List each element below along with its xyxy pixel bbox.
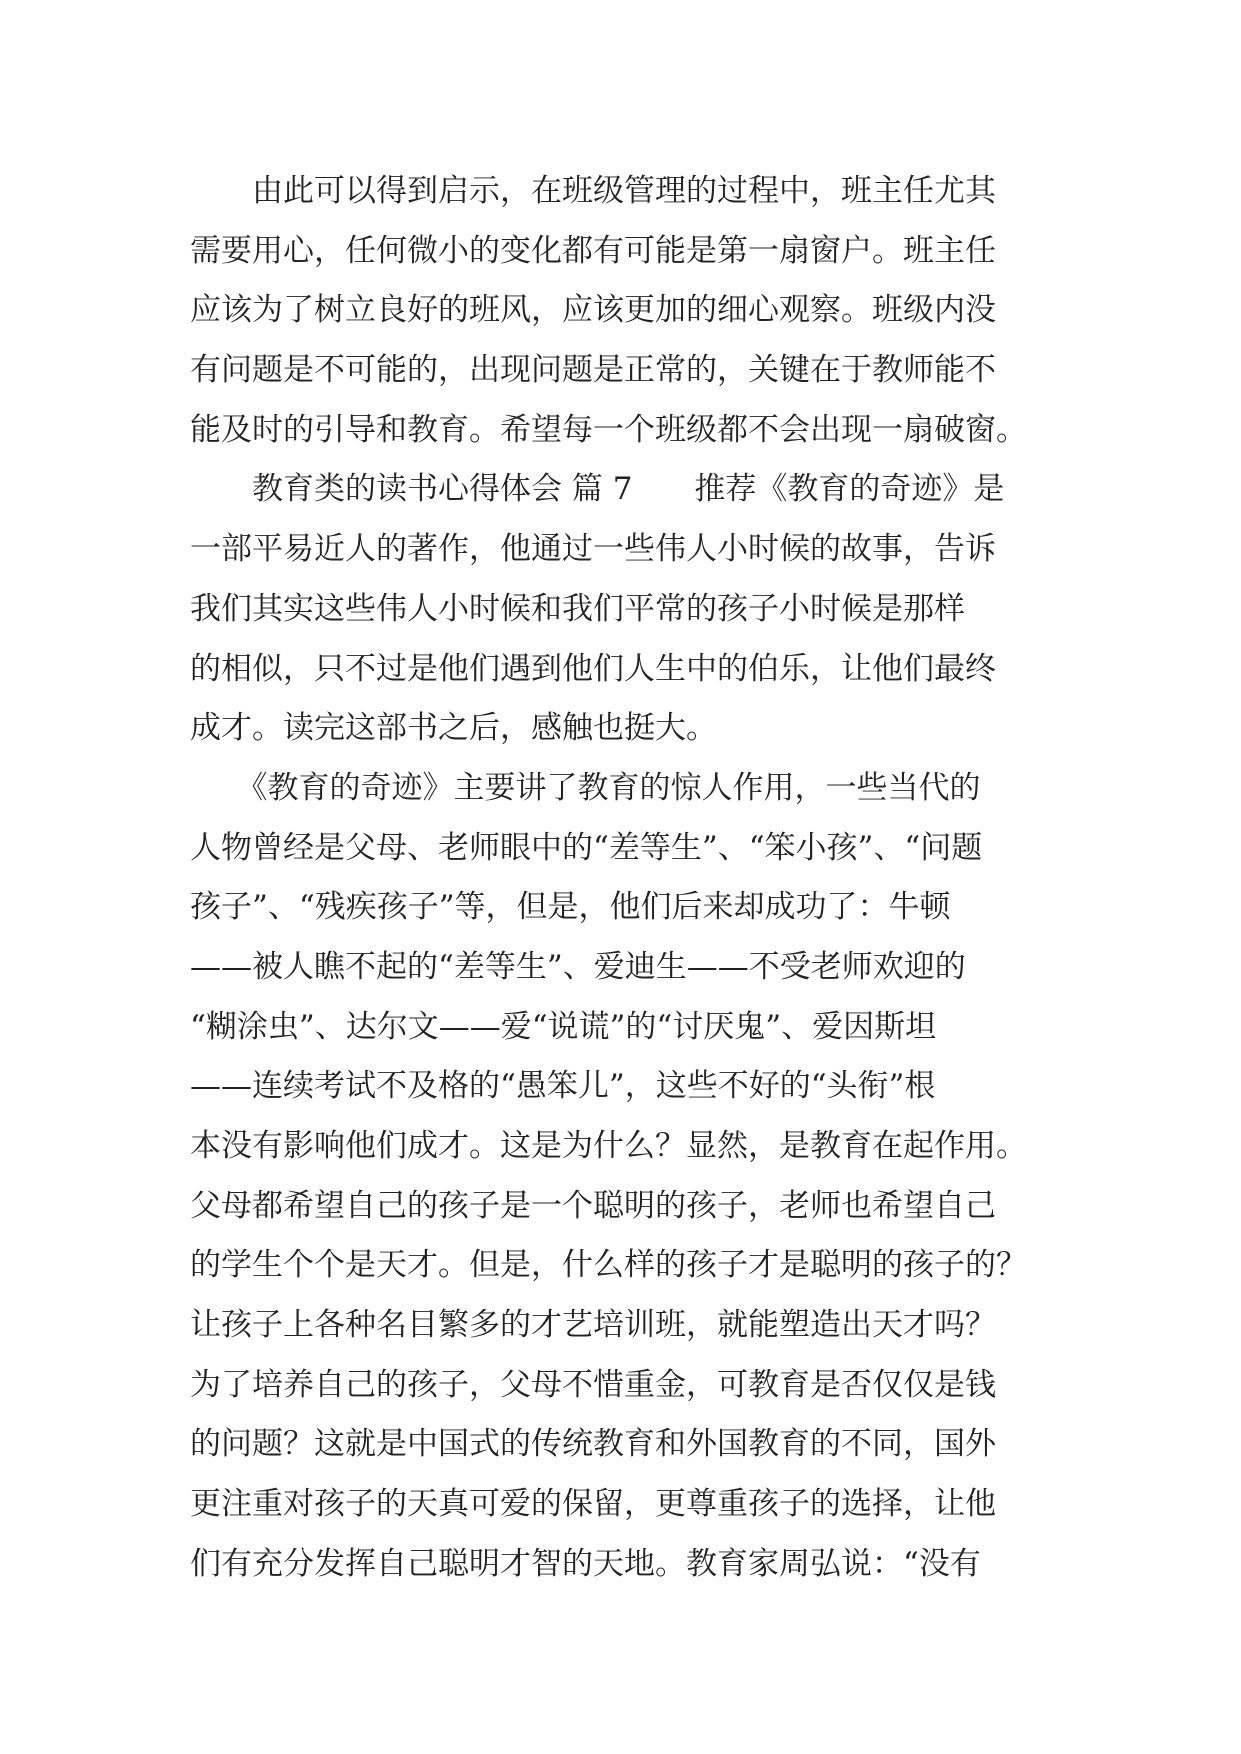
- text-line: 孩子”、“残疾孩子”等，但是，他们后来却成功了：牛顿: [190, 889, 951, 926]
- text-line: 需要用心，任何微小的变化都有可能是第一扇窗户。班主任: [190, 232, 996, 269]
- text-line: 由此可以得到启示，在班级管理的过程中，班主任尤其: [190, 173, 996, 209]
- text-line: ——被人瞧不起的“差等生”、爱迪生——不受老师欢迎的: [190, 948, 966, 985]
- text-line: 的学生个个是天才。但是，什么样的孩子才是聪明的孩子的？: [190, 1247, 1027, 1284]
- text-line: 应该为了树立良好的班风，应该更加的细心观察。班级内没: [190, 292, 996, 329]
- text-line: ——连续考试不及格的“愚笨儿”，这些不好的“头衔”根: [190, 1068, 936, 1105]
- text-line: 父母都希望自己的孩子是一个聪明的孩子，老师也希望自己: [190, 1187, 996, 1224]
- text-line: 一部平易近人的著作，他通过一些伟人小时候的故事，告诉: [190, 531, 996, 568]
- body-text: [190, 162, 1060, 1595]
- text-line: 成才。读完这部书之后，感触也挺大。: [190, 710, 717, 747]
- text-line: 更注重对孩子的天真可爱的保留，更尊重孩子的选择，让他: [190, 1486, 996, 1523]
- text-line: 的问题？这就是中国式的传统教育和外国教育的不同，国外: [190, 1426, 996, 1463]
- text-line: 们有充分发挥自己聪明才智的天地。教育家周弘说：“没有: [190, 1545, 981, 1582]
- text-line: 人物曾经是父母、老师眼中的“差等生”、“笨小孩”、“问题: [190, 829, 983, 866]
- text-line: 我们其实这些伟人小时候和我们平常的孩子小时候是那样: [190, 590, 965, 627]
- text-line: 为了培养自己的孩子，父母不惜重金，可教育是否仅仅是钱: [190, 1366, 996, 1403]
- text-line: 有问题是不可能的，出现问题是正常的，关键在于教师能不: [190, 352, 996, 389]
- text-line: “糊涂虫”、达尔文——爱“说谎”的“讨厌鬼”、爱因斯坦: [190, 1008, 937, 1045]
- text-line: 能及时的引导和教育。希望每一个班级都不会出现一扇破窗。: [190, 411, 1027, 448]
- text-line: 的相似，只不过是他们遇到他们人生中的伯乐，让他们最终: [190, 650, 996, 687]
- text-line: 本没有影响他们成才。这是为什么？显然，是教育在起作用。: [190, 1128, 1027, 1164]
- text-line: 教育类的读书心得体会 篇 7 推荐《教育的奇迹》是: [190, 471, 1005, 508]
- text-line: 让孩子上各种名目繁多的才艺培训班，就能塑造出天才吗？: [190, 1307, 996, 1344]
- text-line: 《教育的奇迹》主要讲了教育的惊人作用，一些当代的: [190, 769, 981, 806]
